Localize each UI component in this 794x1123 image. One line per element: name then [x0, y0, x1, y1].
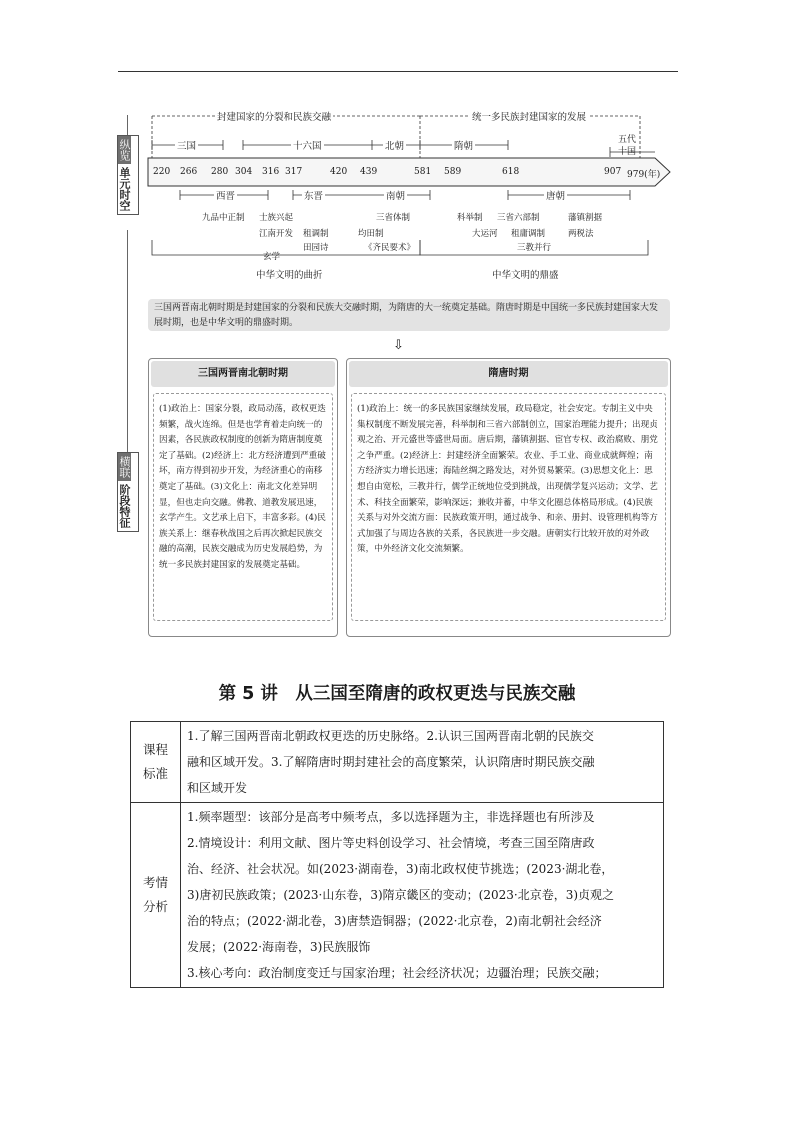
year-label: 220 — [153, 167, 171, 177]
period-label-right: 统一多民族封建国家的发展 — [470, 109, 588, 123]
year-label: 280 — [211, 167, 229, 177]
panel-right-body: (1)政治上：统一的多民族国家继续发展，政局稳定，社会安定。专制主义中央集权制度不断发展完善，科举制和三省六部制创立，国家治理能力提升；出现贞观之治、开元盛世等盛世局面。唐后期，藩镇割据、宦官专权、政治腐败、朋党之争严重。(2)经济上：封建经济全面繁荣。农业、手工业、商业成就辉煌；南方经济实力增长迅速；海陆丝绸之路发达，对外贸易繁荣。(3)思想文化上：思想自由宽松，三教并行，儒学正统地位受到挑战，出现儒学复兴运动；文学、艺术、科技全面繁荣，影响深远；兼收并蓄，中华文化圈总体格局形成。(4)民族关系与对外交流方面：民族政策开明，通过战争、和亲、册封、设管理机构等方式加强了与周边各族的关系，各民族进一步交融。唐朝实行比较开放的对外政策，中外经济文化交流频繁。 — [351, 393, 666, 621]
down-arrow-icon: ⇩ — [393, 338, 404, 353]
year-label: 979(年) — [627, 170, 661, 180]
panel-left — [148, 358, 338, 637]
content-line: 治的特点；(2022·湖北卷，3)唐禁造铜器；(2022·北京卷，2)南北朝社会经济 — [187, 914, 602, 928]
era-sanguo: 三国 — [175, 138, 198, 152]
event-label: 三省体制 — [376, 213, 411, 223]
era-shiguo: 十国 — [618, 147, 637, 157]
event-label: 三省六部制 — [497, 213, 540, 223]
side-tab-overview-dark: 纵览 — [118, 136, 131, 164]
panel-left-body: (1)政治上：国家分裂，政局动荡，政权更迭频繁，战火连绵。但是也学育着走向统一的因素，各民族政权制度的创新为隋唐制度奠定了基础。(2)经济上：北方经济遭到严重破坏，南方得到初步开发，为经济重心的南移奠定了基础。(3)文化上：南北文化差异明显，但也走向交融。佛教、道教发展迅速，玄学产生。文艺承上启下，丰富多彩。(4)民族关系上：继春秋战国之后再次掀起民族交融的高潮，民族交融成为历史发展趋势，为统一多民族封建国家的发展奠定基础。 — [153, 393, 333, 621]
summary-text: 三国两晋南北朝时期是封建国家的分裂和民族大交融时期，为隋唐的大一统奠定基础。隋唐时期是中国统一多民族封建国家大发展时期，也是中华文明的鼎盛时期。 — [154, 303, 659, 328]
row-header-analysis — [131, 803, 181, 988]
era-beichao: 北朝 — [383, 138, 406, 152]
content-line: 和区域开发 — [187, 781, 248, 795]
event-label: 《齐民要术》 — [364, 243, 416, 253]
event-label: 九品中正制 — [202, 213, 245, 223]
bottom-label-left: 中华文明的曲折 — [256, 270, 323, 281]
event-label: 田园诗 — [303, 243, 329, 253]
row-content-standard — [181, 722, 664, 803]
event-label: 三教并行 — [517, 243, 552, 253]
side-tab-compare — [117, 452, 139, 532]
event-label: 租调制 — [303, 229, 329, 239]
course-table — [130, 721, 664, 988]
year-label: 907 — [604, 167, 622, 177]
era-dongjin: 东晋 — [302, 188, 325, 202]
content-line: 融和区域开发。3.了解隋唐时期封建社会的高度繁荣，认识隋唐时期民族交融 — [187, 755, 595, 769]
row-header-standard — [131, 722, 181, 803]
table-row — [131, 803, 664, 988]
year-label: 589 — [444, 167, 462, 177]
content-line: 3.核心考向：政治制度变迁与国家治理；社会经济状况；边疆治理；民族交融； — [187, 966, 607, 980]
era-suichao: 隋朝 — [452, 138, 475, 152]
year-label: 304 — [235, 167, 253, 177]
content-line: 1.频率题型：该部分是高考中频考点，多以选择题为主，非选择题也有所涉及 — [187, 810, 595, 824]
era-tangchao: 唐朝 — [544, 188, 567, 202]
year-label: 439 — [360, 167, 378, 177]
year-label: 266 — [180, 167, 198, 177]
event-label: 大运河 — [472, 229, 498, 239]
row-header-line: 课程 — [142, 742, 168, 757]
event-label: 租庸调制 — [511, 229, 546, 239]
year-label: 420 — [330, 167, 348, 177]
era-shiliuguo: 十六国 — [291, 138, 324, 152]
row-header-line: 标准 — [142, 766, 168, 781]
content-line: 3)唐初民族政策；(2023·山东卷，3)隋京畿区的变动；(2023·北京卷，3)贞观之 — [187, 888, 615, 902]
era-xijin: 西晋 — [214, 188, 237, 202]
side-tab-overview-light: 单元时空 — [118, 167, 131, 211]
side-tab-compare-dark: 横联 — [118, 453, 131, 481]
content-line: 2.情境设计：利用文献、图片等史料创设学习、社会情境，考查三国至隋唐政 — [187, 836, 595, 850]
event-label: 士族兴起 — [259, 213, 294, 223]
event-label: 藩镇割据 — [568, 213, 603, 223]
year-label: 581 — [414, 167, 432, 177]
year-label: 618 — [502, 167, 520, 177]
year-label: 316 — [262, 167, 280, 177]
era-nanchao: 南朝 — [384, 188, 407, 202]
table-row — [131, 722, 664, 803]
content-line: 治、经济、社会状况。如(2023·湖南卷，3)南北政权使节挑选；(2023·湖北卷， — [187, 862, 614, 876]
era-wudai: 五代 — [618, 135, 637, 145]
row-header-line: 分析 — [142, 899, 168, 914]
event-label: 均田制 — [358, 229, 384, 239]
panel-right — [346, 358, 671, 637]
content-line: 发展；(2022·海南卷，3)民族服饰 — [187, 940, 371, 954]
year-label: 317 — [285, 167, 303, 177]
row-header-line: 考情 — [142, 875, 168, 890]
summary-box — [148, 299, 670, 331]
panel-right-title: 隋唐时期 — [349, 361, 668, 387]
side-tab-compare-light: 阶段特征 — [118, 484, 131, 528]
period-label-left: 封建国家的分裂和民族交融 — [215, 109, 333, 123]
row-content-analysis — [181, 803, 664, 988]
bottom-label-right: 中华文明的鼎盛 — [492, 270, 559, 281]
panel-left-title: 三国两晋南北朝时期 — [151, 361, 335, 387]
lecture-title: 第 5 讲 从三国至隋唐的政权更迭与民族交融 — [218, 684, 576, 704]
event-label: 玄学 — [263, 252, 281, 262]
event-label: 江南开发 — [259, 229, 294, 239]
event-label: 两税法 — [568, 229, 594, 239]
event-label: 科举制 — [457, 213, 483, 223]
content-line: 1.了解三国两晋南北朝政权更迭的历史脉络。2.认识三国两晋南北朝的民族交 — [187, 729, 594, 743]
